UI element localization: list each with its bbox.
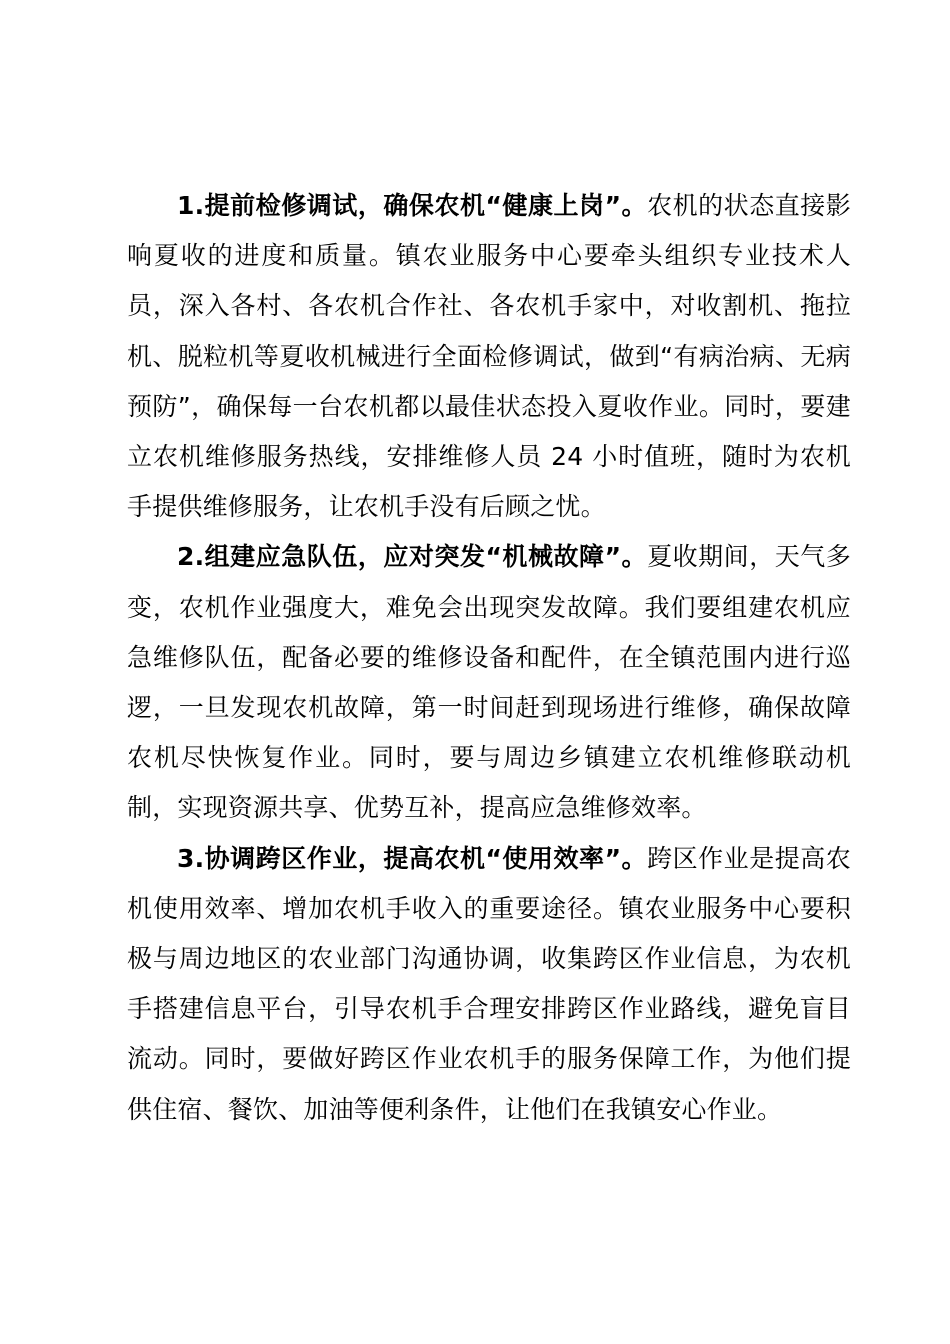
paragraph-3 bbox=[127, 834, 851, 1135]
paragraph-1-text: 农机的状态直接影响夏收的进度和质量。镇农业服务中心要牵头组织专业技术人员，深入各村、各农机合作社、各农机手家中，对收割机、拖拉机、脱粒机等夏收机械进行全面检修调试，做到“有病治病、无病预防”，确保每一台农机都以最佳状态投入夏收作业。同时，要建立农机维修服务热线，安排维修人员 24 小时值班，随时为农机手提供维修服务，让农机手没有后顾之忧。 bbox=[127, 191, 851, 522]
paragraph-2 bbox=[127, 532, 851, 833]
paragraph-2-text: 夏收期间，天气多变，农机作业强度大，难免会出现突发故障。我们要组建农机应急维修队伍，配备必要的维修设备和配件，在全镇范围内进行巡逻，一旦发现农机故障，第一时间赶到现场进行维修，确保故障农机尽快恢复作业。同时，要与周边乡镇建立农机维修联动机制，实现资源共享、优势互补，提高应急维修效率。 bbox=[127, 542, 851, 823]
paragraph-2-heading: 2.组建应急队伍，应对突发“机械故障”。 bbox=[177, 542, 648, 572]
paragraph-3-heading: 3.协调跨区作业，提高农机“使用效率”。 bbox=[177, 843, 648, 873]
paragraph-3-text: 跨区作业是提高农机使用效率、增加农机手收入的重要途径。镇农业服务中心要积极与周边地区的农业部门沟通协调，收集跨区作业信息，为农机手搭建信息平台，引导农机手合理安排跨区作业路线，避免盲目流动。同时，要做好跨区作业农机手的服务保障工作，为他们提供住宿、餐饮、加油等便利条件，让他们在我镇安心作业。 bbox=[127, 843, 851, 1124]
paragraph-1-heading: 1.提前检修调试，确保农机“健康上岗”。 bbox=[177, 191, 648, 220]
document-body bbox=[127, 181, 851, 1135]
paragraph-1 bbox=[127, 181, 851, 532]
